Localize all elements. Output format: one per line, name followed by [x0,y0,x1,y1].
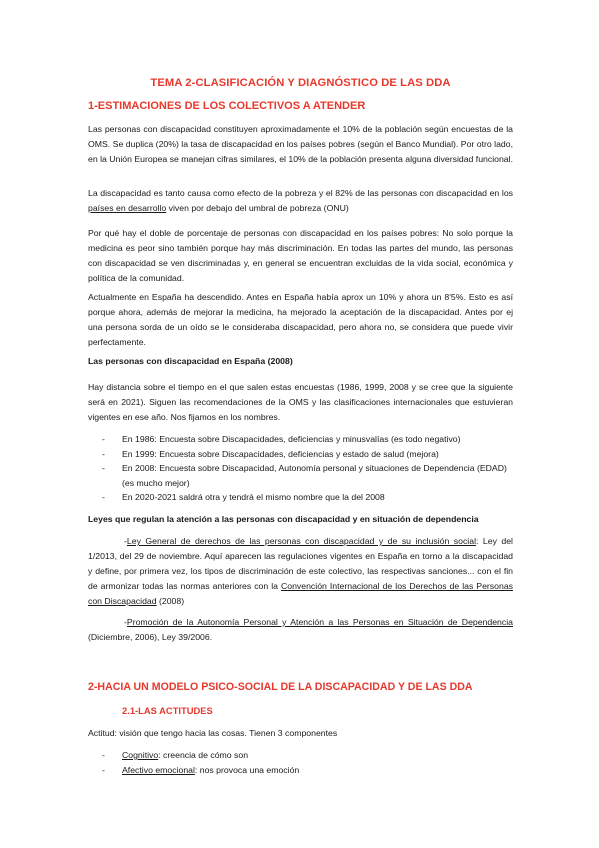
list-item [88,447,513,462]
dash-bullet: - [102,764,105,775]
paragraph-actitud: Actitud: visión que tengo hacia las cosas. Tienen 3 componentes [88,728,338,738]
paragraph-ley-dependencia [88,615,513,645]
section2-heading: 2-HACIA UN MODELO PSICO-SOCIAL DE LA DISCAPACIDAD Y DE LAS DDA [88,681,473,693]
link-paises-desarrollo[interactable]: países en desarrollo [88,202,167,213]
law-text: (Diciembre, 2006), Ley 39/2006. [88,631,213,642]
dash-bullet: - [102,434,105,444]
dash-bullet: - [102,448,105,459]
list-item [88,748,513,763]
paragraph-ley-general [88,534,513,609]
paragraph-encuestas: Hay distancia sobre el tiempo en el que salen estas encuestas (1986, 1999, 2008 y se cree que la siguiente será en 2021). Siguen las recomendaciones de la OMS y las clasificaciones internacionales que estuvieran vigentes en ese año. Nos fijamos en los nombres. [88,382,513,422]
dash-bullet: - [102,750,105,760]
paragraph-estimaciones: Las personas con discapacidad constituyen aproximadamente el 10% de la población según encuestas de la OMS. Se duplica (20%) la tasa de discapacidad en los países pobres (según el Banco Mundial). Por otro lado, en la Unión Europea se manejan cifras similares, el 10% de la población presenta alguna diversidad funcional. [88,124,513,164]
link-convencion[interactable]: Convención Internacional de los Derechos de las Personas con Discapacidad [88,580,513,606]
dash-bullet: - [102,463,105,473]
law-dash: - [124,536,127,546]
paragraph-pobreza-text-end: viven por debajo del umbral de pobreza (ONU) [166,202,349,213]
law-year: (2008) [156,595,185,606]
document-title: TEMA 2-CLASIFICACIÓN Y DIAGNÓSTICO DE LAS DDA [150,77,451,89]
link-ley-dependencia[interactable]: Promoción de la Autonomía Personal y Atención a las Personas en Situación de Dependencia [126,617,513,627]
list-item-text: En 1999: Encuesta sobre Discapacidades, deficiencias y estado de salud (mejora) [122,448,439,459]
components-list [88,748,513,777]
law-dash: - [124,617,127,627]
dash-bullet: - [102,492,105,502]
survey-list [88,432,513,505]
link-afectivo[interactable]: Afectivo emocional [122,764,195,775]
paragraph-pobreza-text: La discapacidad es tanto causa como efecto de la pobreza y el 82% de las personas con discapacidad en los [88,188,513,198]
paragraph-doble-porcentaje: Por qué hay el doble de porcentaje de personas con discapacidad en los países pobres: No solo porque la medicina es peor sino también porque hay más discriminación. En todas las partes del mundo, las personas con discapacidad se ven discriminadas y, en general se encuentran excluidas de la vida social, económica y política de la comunidad. [88,228,513,283]
subsection-actitudes: 2.1-LAS ACTITUDES [122,705,213,716]
list-item-text: En 2008: Encuesta sobre Discapacidad, Autonomía personal y situaciones de Dependencia (EDAD) (es mucho mejor) [122,463,507,488]
list-item [88,490,513,505]
law-text: : Ley del 1/2013, del 29 de noviembre. Aquí aparecen las regulaciones vigentes en España en torno a la discapacidad y define, por primera vez, los tipos de discriminación de este colectivo, las respectivas sanciones... con el fin de armonizar todas las normas anteriores con la [88,536,513,591]
list-item-text: : nos provoca una emoción [194,764,300,775]
list-item [88,461,513,490]
list-item [88,432,513,447]
list-item-text: En 1986: Encuesta sobre Discapacidades, deficiencias y minusvalías (es todo negativo) [122,434,461,444]
list-item-text: En 2020-2021 saldrá otra y tendrá el mismo nombre que la del 2008 [122,492,385,502]
list-item [88,763,513,778]
link-ley-general[interactable]: Ley General de derechos de las personas con discapacidad y de su inclusión social [126,536,476,546]
subheading-leyes: Leyes que regulan la atención a las personas con discapacidad y en situación de dependencia [88,514,479,524]
section1-heading: 1-ESTIMACIONES DE LOS COLECTIVOS A ATENDER [88,100,366,112]
link-cognitivo[interactable]: Cognitivo [122,750,159,760]
paragraph-espana: Actualmente en España ha descendido. Antes en España había aprox un 10% y ahora un 8'5%. Esto es así porque ahora, además de mejorar la medicina, ha mejorado la aceptación de la discapacidad. Antes por ej una persona sorda de un oído se le consideraba discapacidad, pero ahora no, se considera que puede vivir perfectamente. [88,292,513,347]
list-item-text: : creencia de cómo son [158,750,249,760]
paragraph-pobreza [88,186,513,216]
subheading-espana-2008: Las personas con discapacidad en España (2008) [88,356,293,366]
